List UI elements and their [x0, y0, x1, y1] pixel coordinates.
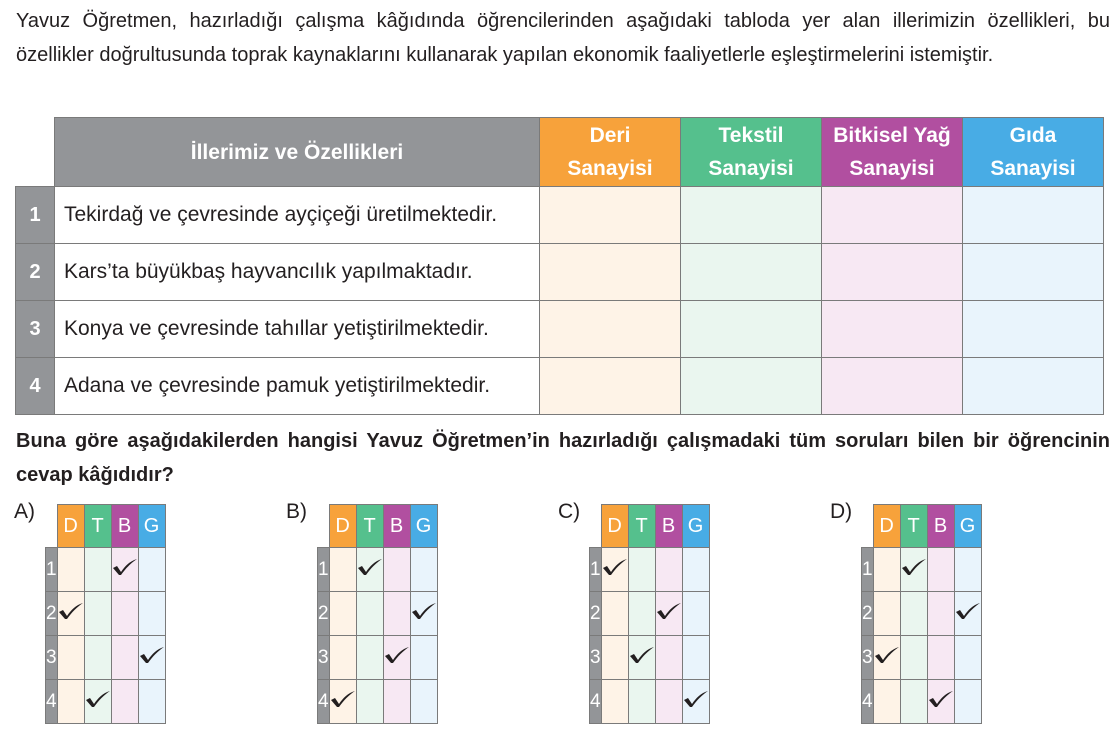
grid-cell — [601, 548, 628, 592]
grid-column-header: T — [900, 505, 927, 548]
answer-cell — [822, 244, 963, 301]
grid-cell — [628, 592, 655, 636]
grid-cell — [356, 548, 383, 592]
check-mark-icon — [629, 646, 655, 664]
grid-row-number: 3 — [862, 636, 874, 680]
answer-grid-header — [46, 505, 166, 548]
grid-cell — [954, 592, 981, 636]
grid-cell — [84, 636, 111, 680]
grid-cell — [601, 592, 628, 636]
grid-column-header: B — [655, 505, 682, 548]
grid-cell — [900, 680, 927, 724]
answer-cell — [963, 244, 1104, 301]
grid-cell — [111, 636, 138, 680]
grid-row-number: 4 — [46, 680, 58, 724]
column-header-line2: Sanayisi — [990, 157, 1076, 180]
row-number: 1 — [16, 187, 55, 244]
question-text: Buna göre aşağıdakilerden hangisi Yavuz Öğretmen’in hazırladığı çalışmadaki tüm soruları bilen bir öğrencinin cevap kâğıdıdır? — [16, 430, 1110, 486]
table-row — [16, 187, 1104, 244]
grid-cell — [329, 548, 356, 592]
row-statement: Tekirdağ ve çevresinde ayçiçeği üretilmektedir. — [55, 187, 540, 244]
grid-column-header: B — [927, 505, 954, 548]
answer-cell — [822, 358, 963, 415]
check-mark-icon — [357, 558, 383, 576]
grid-cell — [927, 636, 954, 680]
grid-row-number: 3 — [318, 636, 330, 680]
grid-column-header: D — [873, 505, 900, 548]
grid-blank-cell — [46, 505, 58, 548]
answer-cell — [681, 187, 822, 244]
grid-column-header: T — [628, 505, 655, 548]
grid-cell — [410, 592, 437, 636]
grid-cell — [927, 592, 954, 636]
grid-cell — [383, 680, 410, 724]
grid-cell — [356, 636, 383, 680]
grid-row — [318, 636, 438, 680]
header-blank-cell — [16, 118, 55, 187]
grid-row — [590, 680, 710, 724]
grid-column-header: D — [57, 505, 84, 548]
grid-row-number: 1 — [590, 548, 602, 592]
grid-column-header: G — [138, 505, 165, 548]
grid-cell — [873, 636, 900, 680]
grid-cell — [329, 680, 356, 724]
grid-cell — [655, 680, 682, 724]
grid-cell — [655, 636, 682, 680]
grid-column-header: G — [410, 505, 437, 548]
grid-column-header: T — [356, 505, 383, 548]
grid-cell — [356, 592, 383, 636]
check-mark-icon — [112, 558, 138, 576]
column-header-line1: Bitkisel Yağ — [833, 124, 951, 147]
grid-cell — [111, 548, 138, 592]
grid-column-header: T — [84, 505, 111, 548]
check-mark-icon — [955, 602, 981, 620]
grid-cell — [410, 680, 437, 724]
grid-row-number: 3 — [46, 636, 58, 680]
check-mark-icon — [901, 558, 927, 576]
grid-blank-cell — [862, 505, 874, 548]
check-mark-icon — [683, 690, 709, 708]
table-row — [16, 244, 1104, 301]
grid-column-header: G — [954, 505, 981, 548]
grid-cell — [601, 636, 628, 680]
grid-row-number: 1 — [318, 548, 330, 592]
grid-row-number: 1 — [862, 548, 874, 592]
answer-cell — [681, 301, 822, 358]
answer-grid — [45, 504, 166, 724]
grid-cell — [601, 680, 628, 724]
grid-row-number: 2 — [318, 592, 330, 636]
grid-cell — [111, 592, 138, 636]
table-row — [16, 358, 1104, 415]
grid-cell — [954, 636, 981, 680]
grid-cell — [356, 680, 383, 724]
option-label: B) — [286, 500, 307, 523]
row-number: 3 — [16, 301, 55, 358]
grid-column-header: B — [383, 505, 410, 548]
answer-cell — [963, 187, 1104, 244]
answer-cell — [540, 187, 681, 244]
answer-cell — [681, 244, 822, 301]
grid-cell — [873, 592, 900, 636]
grid-row-number: 4 — [590, 680, 602, 724]
grid-row-number: 4 — [862, 680, 874, 724]
grid-cell — [900, 592, 927, 636]
grid-cell — [900, 548, 927, 592]
check-mark-icon — [139, 646, 165, 664]
answer-grid-header — [590, 505, 710, 548]
row-number: 4 — [16, 358, 55, 415]
grid-cell — [628, 548, 655, 592]
grid-row — [862, 592, 982, 636]
grid-column-header: B — [111, 505, 138, 548]
column-header-line1: Gıda — [1009, 124, 1057, 147]
grid-cell — [410, 636, 437, 680]
grid-cell — [410, 548, 437, 592]
grid-column-header: D — [329, 505, 356, 548]
grid-cell — [329, 592, 356, 636]
grid-blank-cell — [318, 505, 330, 548]
grid-row — [318, 548, 438, 592]
answer-cell — [540, 244, 681, 301]
provinces-table — [15, 117, 1104, 415]
grid-cell — [138, 680, 165, 724]
grid-cell — [383, 592, 410, 636]
grid-cell — [84, 548, 111, 592]
row-number: 2 — [16, 244, 55, 301]
grid-row — [862, 548, 982, 592]
grid-cell — [873, 680, 900, 724]
grid-column-header: G — [682, 505, 709, 548]
grid-row — [862, 680, 982, 724]
answer-cell — [540, 301, 681, 358]
grid-cell — [628, 636, 655, 680]
grid-cell — [655, 548, 682, 592]
answer-grid — [317, 504, 438, 724]
answer-cell — [822, 187, 963, 244]
grid-cell — [138, 548, 165, 592]
check-mark-icon — [874, 646, 900, 664]
grid-row — [318, 592, 438, 636]
row-statement: Konya ve çevresinde tahıllar yetiştirilmektedir. — [55, 301, 540, 358]
check-mark-icon — [58, 602, 84, 620]
grid-cell — [84, 592, 111, 636]
provinces-header: İllerimiz ve Özellikleri — [55, 118, 540, 187]
grid-cell — [383, 548, 410, 592]
grid-cell — [954, 548, 981, 592]
grid-row-number: 1 — [46, 548, 58, 592]
grid-row — [46, 592, 166, 636]
option-label: A) — [14, 500, 35, 523]
grid-cell — [111, 680, 138, 724]
grid-row — [590, 636, 710, 680]
table-row — [16, 301, 1104, 358]
grid-row — [46, 548, 166, 592]
answer-grid — [589, 504, 710, 724]
option-label: C) — [558, 500, 581, 523]
answer-grid — [861, 504, 982, 724]
grid-cell — [873, 548, 900, 592]
check-mark-icon — [85, 690, 111, 708]
check-mark-icon — [330, 690, 356, 708]
check-mark-icon — [656, 602, 682, 620]
column-header-line2: Sanayisi — [567, 157, 653, 180]
grid-row — [46, 680, 166, 724]
grid-cell — [900, 636, 927, 680]
grid-column-header: D — [601, 505, 628, 548]
grid-row-number: 2 — [46, 592, 58, 636]
column-header-deri — [540, 118, 681, 187]
row-statement: Adana ve çevresinde pamuk yetiştirilmektedir. — [55, 358, 540, 415]
check-mark-icon — [384, 646, 410, 664]
column-header-bitkisel-yag — [822, 118, 963, 187]
grid-row — [862, 636, 982, 680]
check-mark-icon — [602, 558, 628, 576]
answer-grid-header — [862, 505, 982, 548]
grid-cell — [84, 680, 111, 724]
grid-cell — [927, 548, 954, 592]
column-header-tekstil — [681, 118, 822, 187]
grid-cell — [57, 680, 84, 724]
answer-grid-header — [318, 505, 438, 548]
grid-cell — [57, 592, 84, 636]
grid-row — [590, 592, 710, 636]
answer-cell — [963, 301, 1104, 358]
grid-cell — [57, 548, 84, 592]
table-header-row — [16, 118, 1104, 187]
grid-cell — [954, 680, 981, 724]
grid-cell — [655, 592, 682, 636]
grid-cell — [329, 636, 356, 680]
grid-blank-cell — [590, 505, 602, 548]
grid-cell — [57, 636, 84, 680]
grid-cell — [927, 680, 954, 724]
intro-paragraph: Yavuz Öğretmen, hazırladığı çalışma kâğıdında öğrencilerinden aşağıdaki tabloda yer alan illerimizin özellikleri, bu özellikler doğrultusunda toprak kaynaklarını kullanarak yapılan ekonomik faaliyetlerle eşleştirmelerini istemiştir. — [16, 10, 1110, 66]
answer-cell — [963, 358, 1104, 415]
column-header-line2: Sanayisi — [708, 157, 794, 180]
grid-cell — [383, 636, 410, 680]
grid-row — [318, 680, 438, 724]
grid-cell — [138, 592, 165, 636]
grid-row — [46, 636, 166, 680]
grid-row — [590, 548, 710, 592]
grid-cell — [682, 636, 709, 680]
answer-cell — [681, 358, 822, 415]
answer-cell — [540, 358, 681, 415]
grid-row-number: 2 — [862, 592, 874, 636]
column-header-line2: Sanayisi — [849, 157, 935, 180]
grid-cell — [682, 592, 709, 636]
column-header-gida — [963, 118, 1104, 187]
check-mark-icon — [411, 602, 437, 620]
column-header-line1: Tekstil — [718, 124, 784, 147]
grid-cell — [682, 548, 709, 592]
check-mark-icon — [928, 690, 954, 708]
answer-cell — [822, 301, 963, 358]
grid-row-number: 3 — [590, 636, 602, 680]
grid-cell — [138, 636, 165, 680]
option-label: D) — [830, 500, 853, 523]
column-header-line1: Deri — [589, 124, 631, 147]
grid-cell — [682, 680, 709, 724]
row-statement: Kars’ta büyükbaş hayvancılık yapılmaktadır. — [55, 244, 540, 301]
grid-row-number: 2 — [590, 592, 602, 636]
grid-row-number: 4 — [318, 680, 330, 724]
grid-cell — [628, 680, 655, 724]
